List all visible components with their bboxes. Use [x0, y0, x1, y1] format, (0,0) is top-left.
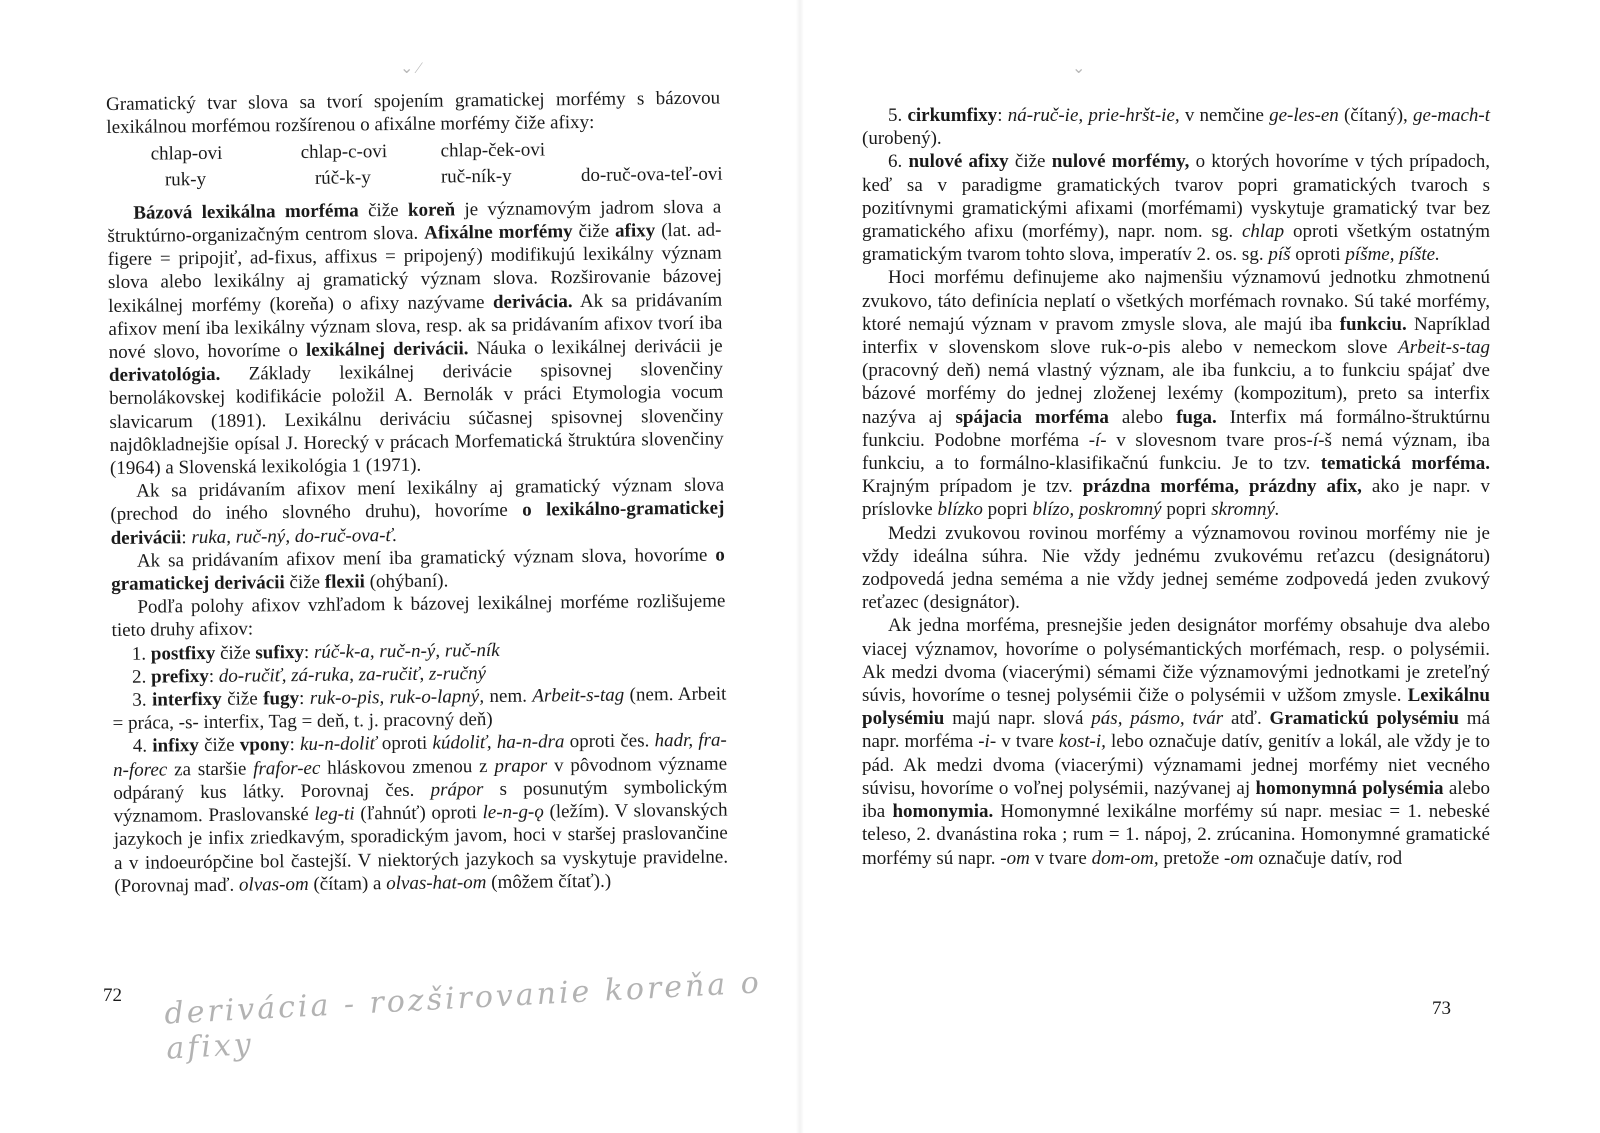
paragraph-polysemy: Ak jedna morféma, presnejšie jeden designátor morfémy obsahuje dva alebo viacej významov, hovoríme o polysémantických morfémach, resp. o polysémii. Ak medzi dvoma (viacerými) sémami čiže významovými jednotkami je zreteľný súvis, hovoríme o tesnej polysémii čiže o polysémii v užšom zmysle. Lexikálnu polysémiu majú napr. slová pás, pásmo, tvár atď. Gramatickú polysémiu má napr. morféma -i- v tvare kost-i, lebo označuje datív, genitív a lokál, ale vždy je to pád. Ak medzi dvoma (viacerými) významami jednej morfémy niet vecného súvisu, hovoríme o voľnej polysémii, nazývanej aj homonymná polysémia alebo iba homonymia. Homonymné lexikálne morfémy sú napr. mesiac = 1. nebeské teleso, 2. dvanástina roka ; rum = 1. nápoj, 2. zrúcanina. Homonymné gramatické morfémy sú napr. -om v tvare dom-om, pretože -om označuje datív, rod [862, 615, 1491, 869]
example-word: do-ruč-ova-teľ-ovi [580, 163, 723, 186]
left-page-text [106, 87, 728, 898]
page-number: 73 [1432, 998, 1451, 1019]
intro-paragraph: Gramatický tvar slova sa tvorí spojením gramatickej morfémy s bázovou lexikálnou morfémou rozšírenou o afixálne morfémy čiže afixy: [106, 87, 721, 139]
example-word: ruč-ník-y [440, 165, 512, 188]
list-item-prefixes: 2. prefixy: do-ručiť, zá-ruka, za-ručiť, z-ručný [132, 662, 487, 688]
list-item-infixes: 4. infixy čiže vpony: ku-n-doliť oproti kúdoliť, ha-n-dra oproti čes. hadr, fra-n-forec za staršie frafor-ec hláskovou zmenou z prapor v pôvodnom význame odpáraný kus látky. Porovnaj čes. prápor s posunutým symbolickým významom. Praslovanské leg-ti (ľahnúť) oproti le-n-g-ǫ (ležím). V slovanských jazykoch je infix zriedkavým, sporadickým javom, hoci v staršej praslovančine a v indoeurópčine bol častejší. V niektorých jazykoch sa vyskytuje pravidelne. (Porovnaj maď. olvas-om (čítam) a olvas-hat-om (môžem čítať).) [112, 730, 729, 897]
paragraph-grammatical-derivation: Ak sa pridávaním afixov mení iba gramatický význam slova, hovoríme o gramatickej derivácii čiže flexii (ohýbaní). [111, 544, 725, 596]
example-grid [151, 137, 721, 191]
example-word: chlap-ček-ovi [440, 139, 546, 162]
example-word: rúč-k-y [314, 166, 371, 189]
list-item-null-affixes: 6. nulové afixy čiže nulové morfémy, o ktorých hovoríme v tých prípadoch, keď sa v paradigme gramatických tvarov popri gramatických tvaroch s pozitívnymi gramatickými afixami (morfémami) vyskytuje gramatický tvar bez gramatického afixu (morfémy), napr. nom. sg. chlap oproti všetkým ostatným gramatickým tvarom tohto slova, imperatív 2. os. sg. píš oproti píšme, píšte. [862, 151, 1491, 266]
example-word: chlap-ovi [150, 143, 223, 165]
paragraph-sound-meaning: Medzi zvukovou rovinou morfémy a významovou rovinou morfémy nie je vždy ideálna súhra. Nie vždy jednému zvukovému reťazcu (designátoru) zodpovedá jedna seméma a nie vždy jednej seméme zodpovedá jeden zvukový reťazec (designátor). [862, 522, 1490, 614]
paragraph-lexical-grammatical: Ak sa pridávaním afixov mení lexikálny aj gramatický význam slova (prechod do iného slovného druhu), hovoríme o lexikálno-gramatickej derivácii: ruka, ruč-ný, do-ruč-ova-ť. [110, 474, 725, 549]
affix-list [112, 636, 729, 898]
page-number: 72 [103, 985, 122, 1006]
list-item-postfixes: 1. postfixy čiže sufixy: rúč-k-a, ruč-n-ý, ruč-ník [131, 639, 500, 665]
list-item-interfixes: 3. interfixy čiže fugy: ruk-o-pis, ruk-o-lapný, nem. Arbeit-s-tag (nem. Arbeit = práca, -s- interfix, Tag = deň, t. j. pracovný deň) [112, 683, 727, 735]
list-item-circumfixes: 5. cirkumfixy: ná-ruč-ie, prie-hršt-ie, v nemčine ge-les-en (čítaný), ge-mach-t (urobený). [862, 105, 1491, 150]
handwritten-note: derivácia - rozširovanie koreňa o afixy [163, 965, 763, 1067]
scan-mark: ⌄ ⁄ [400, 60, 421, 77]
right-page [800, 0, 1600, 1133]
example-word [581, 137, 761, 162]
paragraph-base-morpheme: Bázová lexikálna morféma čiže koreň je významovým jadrom slova a štruktúrno-organizačným centrom slova. Afixálne morfémy čiže afixy (lat. ad-figere = pripojiť, ad-fixus, affixus = pripojený) modifikujú lexikálny význam slova alebo lexikálny aj gramatický význam slova. Rozširovanie bázovej lexikálnej morfémy (koreňa) o afixy nazývame derivácia. Ak sa pridávaním afixov mení iba lexikálny význam slova, resp. ak sa pridávaním afixov tvorí iba nové slovo, hovoríme o lexikálnej derivácii. Náuka o lexikálnej derivácii je derivatológia. Základy lexikálnej derivácie spisovnej slovenčiny bernolákovskej kodifikácie položil A. Bernolák v práci Etymologia vocum slavicarum (1891). Lexikálnu deriváciu súčasnej spisovnej slovenčiny najdôkladnejšie opísal J. Horecký v prácach Morfematická štruktúra slovenčiny (1964) a Slovenská lexikológia 1 (1971). [107, 196, 724, 480]
example-word: ruk-y [164, 168, 207, 190]
scan-mark: ⌄ [1072, 60, 1086, 77]
paragraph-affix-types: Podľa polohy afixov vzhľadom k bázovej lexikálnej morféme rozlišujeme tieto druhy afixov: [111, 590, 726, 642]
right-page-text [862, 104, 1490, 870]
example-word: chlap-c-ovi [300, 141, 388, 164]
paragraph-function-morphemes: Hoci morfému definujeme ako najmenšiu významovú jednotku zhmotnenú zvukovo, táto definícia neplatí o všetkých morfémach rovnako. Sú také morfémy, ktoré nemajú význam v pravom zmysle slova, ale majú iba funkciu. Napríklad interfix v slovenskom slove ruk-o-pis alebo v nemeckom slove Arbeit-s-tag (pracovný deň) nemá vlastný význam, ale iba funkciu, a to funkciu spájať dve bázové morfémy do jednej zloženej lexémy (kompozitum), preto sa interfix nazýva aj spájacia morféma alebo fuga. Interfix má formálno-štruktúrnu funkciu. Podobne morféma -í- v slovesnom tvare pros-í-š nemá význam, iba funkciu, a to formálno-klasifikačnú funkciu. Je to tzv. tematická morféma. Krajným prípadom je tzv. prázdna morféma, prázdny afix, ako je napr. v príslovke blízko popri blízo, poskromný popri skromný. [862, 267, 1490, 521]
